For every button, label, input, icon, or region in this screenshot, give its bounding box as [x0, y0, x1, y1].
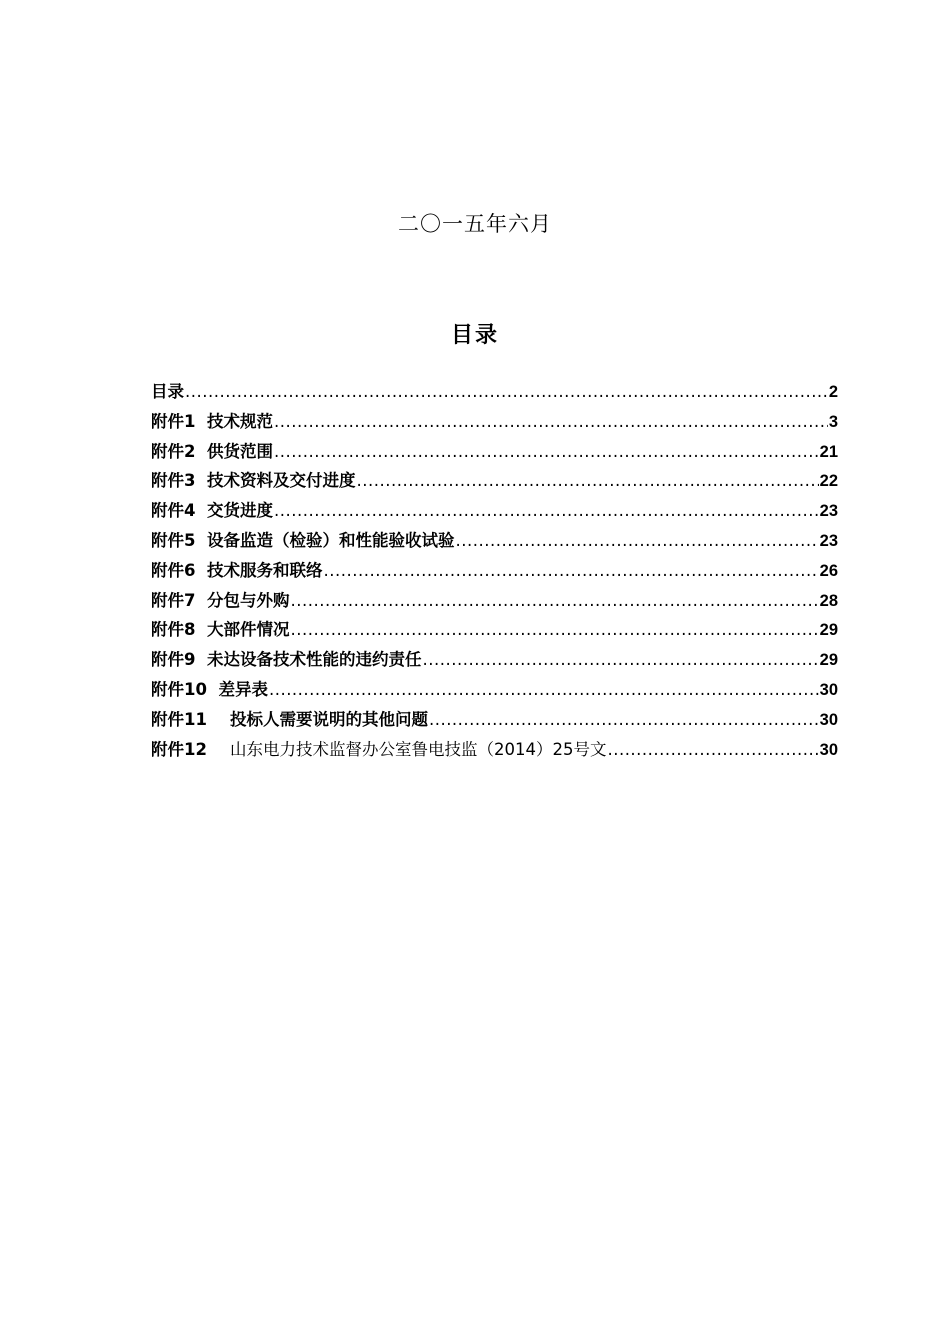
toc-entry-contents[interactable]: [151, 378, 838, 408]
toc-entry-prefix: 附件1: [151, 411, 207, 431]
toc-entry-title: 投标人需要说明的其他问题: [229, 709, 428, 729]
toc-dot-leader: [290, 591, 818, 610]
toc-entry-annex-6[interactable]: [151, 557, 838, 587]
toc-dot-leader: [274, 501, 819, 520]
toc-entry-prefix: 附件12: [151, 739, 230, 759]
toc-entry-annex-10[interactable]: [151, 676, 838, 706]
toc-entry-title: 差异表: [218, 679, 268, 699]
toc-entry-prefix: 附件4: [151, 501, 207, 521]
toc-entry-title: 分包与外购: [206, 590, 290, 610]
toc-entry-page: 23: [819, 531, 838, 550]
toc-entry-title: 目录: [151, 382, 184, 401]
toc-entry-page: 23: [819, 502, 838, 521]
toc-entry-prefix: 附件11: [151, 709, 230, 729]
toc-entry-page: 2: [828, 383, 838, 401]
toc-dot-leader: [274, 412, 828, 431]
toc-dot-leader: [269, 680, 819, 699]
toc-entry-title: 山东电力技术监督办公室鲁电技监（2014）25号文: [229, 739, 607, 759]
toc-entry-title: 未达设备技术性能的违约责任: [206, 650, 422, 670]
toc-entry-annex-4[interactable]: [151, 497, 838, 527]
toc-entry-page: 3: [828, 412, 838, 431]
table-of-contents: [151, 378, 838, 765]
toc-dot-leader: [274, 442, 819, 461]
toc-entry-prefix: 附件3: [151, 471, 207, 491]
toc-dot-leader: [356, 471, 818, 490]
toc-entry-title: 设备监造（检验）和性能验收试验: [206, 530, 455, 550]
toc-entry-annex-5[interactable]: [151, 527, 838, 557]
toc-dot-leader: [290, 620, 818, 639]
toc-entry-title: 技术规范: [206, 411, 273, 431]
toc-entry-title: 大部件情况: [206, 620, 290, 640]
toc-entry-page: 22: [819, 472, 838, 491]
toc-entry-annex-1[interactable]: [151, 408, 838, 438]
toc-entry-annex-7[interactable]: [151, 587, 838, 617]
toc-entry-page: 29: [819, 621, 838, 640]
toc-entry-page: 29: [819, 651, 838, 670]
toc-entry-page: 30: [819, 740, 838, 759]
toc-entry-prefix: 附件9: [151, 650, 207, 670]
document-date: 二〇一五年六月: [398, 212, 552, 236]
toc-entry-title: 供货范围: [206, 441, 273, 461]
toc-entry-annex-3[interactable]: [151, 467, 838, 497]
toc-entry-page: 30: [819, 710, 838, 729]
toc-dot-leader: [422, 650, 818, 669]
toc-entry-prefix: 附件2: [151, 441, 207, 461]
toc-entry-prefix: 附件6: [151, 560, 207, 580]
toc-dot-leader: [607, 740, 818, 759]
toc-entry-annex-2[interactable]: [151, 438, 838, 468]
toc-entry-title: 技术资料及交付进度: [206, 471, 356, 491]
toc-entry-page: 28: [819, 591, 838, 610]
toc-entry-page: 21: [819, 442, 838, 461]
toc-dot-leader: [429, 710, 819, 729]
toc-heading: 目录: [450, 323, 499, 348]
toc-entry-page: 30: [819, 680, 838, 699]
toc-entry-title: 交货进度: [206, 501, 273, 521]
toc-entry-annex-9[interactable]: [151, 646, 838, 676]
toc-dot-leader: [185, 382, 828, 401]
toc-entry-title: 技术服务和联络: [206, 560, 323, 580]
toc-entry-prefix: 附件7: [151, 590, 207, 610]
toc-entry-prefix: 附件8: [151, 620, 207, 640]
toc-entry-annex-11[interactable]: [151, 706, 838, 736]
toc-entry-annex-8[interactable]: [151, 616, 838, 646]
toc-entry-page: 26: [819, 561, 838, 580]
toc-dot-leader: [455, 531, 818, 550]
toc-entry-prefix: 附件5: [151, 530, 207, 550]
toc-dot-leader: [323, 561, 818, 580]
toc-entry-prefix: 附件10: [151, 679, 219, 699]
toc-entry-annex-12[interactable]: [151, 736, 838, 766]
